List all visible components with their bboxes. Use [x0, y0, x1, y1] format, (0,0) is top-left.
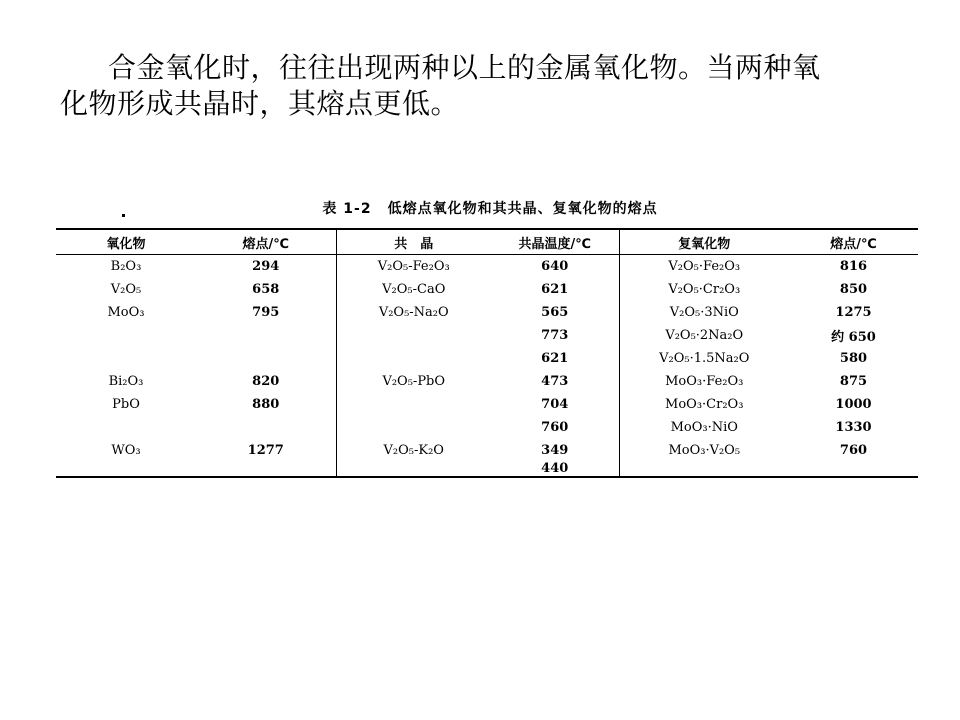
oxide-mp-cell: 294 [196, 255, 336, 279]
complex-mp-cell: 850 [839, 282, 868, 297]
eutectic-temp-cell: 621 [491, 278, 619, 301]
oxide-cell: MoO₃ [107, 305, 145, 320]
header-oxide-mp: 熔点/℃ [196, 230, 336, 255]
complex-mp-cell: 760 [839, 443, 868, 458]
oxide-cell: V₂O₅ [110, 282, 142, 297]
table-row [56, 370, 918, 393]
complex-oxide-cell: MoO₃·Cr₂O₃ [665, 397, 744, 412]
oxide-mp-cell [196, 347, 336, 370]
oxide-cell: WO₃ [111, 443, 141, 458]
oxide-cell [56, 462, 196, 476]
header-oxide: 氧化物 [56, 230, 196, 255]
complex-oxide-cell: MoO₃·NiO [670, 420, 738, 435]
eutectic-temp-cell: 565 [491, 301, 619, 324]
table-row [56, 278, 918, 301]
eutectic-temp-cell: 773 [491, 324, 619, 347]
complex-mp-cell: 约 650 [831, 330, 876, 345]
eutectic-cell [336, 393, 491, 416]
eutectic-cell: V₂O₅-Fe₂O₃ [377, 259, 450, 274]
eutectic-temp-cell: 440 [491, 462, 619, 476]
oxide-mp-cell [196, 416, 336, 439]
eutectic-temp-cell: 621 [491, 347, 619, 370]
oxide-cell [56, 347, 196, 370]
complex-oxide-cell: V₂O₅·2Na₂O [665, 328, 744, 343]
table-row [56, 255, 918, 279]
data-table [56, 230, 918, 476]
complex-oxide-cell: V₂O₅·1.5Na₂O [659, 351, 750, 366]
oxide-mp-cell [196, 324, 336, 347]
eutectic-temp-cell: 349 [491, 439, 619, 462]
eutectic-cell: V₂O₅-CaO [382, 282, 446, 297]
melting-point-table [56, 228, 918, 476]
complex-mp-cell: 816 [839, 259, 868, 274]
header-eutectic: 共 晶 [336, 230, 491, 255]
table-title: 低熔点氧化物和其共晶、复氧化物的熔点 [387, 201, 658, 217]
oxide-cell: PbO [112, 397, 140, 412]
oxide-mp-cell: 820 [196, 370, 336, 393]
eutectic-cell [336, 347, 491, 370]
complex-mp-cell [789, 462, 918, 476]
complex-mp-cell: 875 [839, 374, 868, 389]
complex-mp-cell: 580 [839, 351, 868, 366]
oxide-cell [56, 324, 196, 347]
oxide-cell: B₂O₃ [110, 259, 142, 274]
eutectic-cell [336, 324, 491, 347]
eutectic-cell: V₂O₅-K₂O [383, 443, 444, 458]
complex-mp-cell: 1000 [835, 397, 872, 412]
eutectic-temp-cell: 640 [491, 255, 619, 279]
table-number: 表 1-2 [322, 201, 372, 217]
eutectic-cell: V₂O₅-PbO [382, 374, 446, 389]
complex-oxide-cell: V₂O₅·Cr₂O₃ [668, 282, 741, 297]
stray-mark [122, 214, 125, 217]
complex-oxide-cell: MoO₃·Fe₂O₃ [665, 374, 744, 389]
complex-mp-cell: 1275 [835, 305, 872, 320]
oxide-mp-cell: 795 [196, 301, 336, 324]
eutectic-temp-cell: 704 [491, 393, 619, 416]
eutectic-temp-cell: 473 [491, 370, 619, 393]
paragraph-line-1: 合金氧化时，往往出现两种以上的金属氧化物。当两种氧 [108, 51, 821, 84]
header-complex-mp: 熔点/℃ [789, 230, 918, 255]
table-row [56, 393, 918, 416]
table-row [56, 439, 918, 462]
complex-oxide-cell [619, 462, 789, 476]
table-row [56, 301, 918, 324]
oxide-mp-cell: 658 [196, 278, 336, 301]
oxide-cell: Bi₂O₃ [108, 374, 144, 389]
header-row [56, 230, 918, 255]
header-eutectic-temp: 共晶温度/℃ [491, 230, 619, 255]
eutectic-cell [336, 416, 491, 439]
table-row [56, 347, 918, 370]
table-row [56, 416, 918, 439]
paragraph-line-2: 化物形成共晶时，其熔点更低。 [60, 87, 460, 120]
oxide-mp-cell [196, 462, 336, 476]
eutectic-cell [336, 462, 491, 476]
table-bottom-rule [56, 476, 918, 478]
complex-mp-cell: 1330 [835, 420, 872, 435]
table-row [56, 324, 918, 347]
eutectic-cell: V₂O₅-Na₂O [378, 305, 449, 320]
eutectic-temp-cell: 760 [491, 416, 619, 439]
complex-oxide-cell: MoO₃·V₂O₅ [668, 443, 741, 458]
table-caption [0, 198, 960, 218]
oxide-mp-cell: 1277 [196, 439, 336, 462]
intro-paragraph [60, 50, 920, 122]
complex-oxide-cell: V₂O₅·Fe₂O₃ [668, 259, 741, 274]
oxide-mp-cell: 880 [196, 393, 336, 416]
header-complex-oxide: 复氧化物 [619, 230, 789, 255]
table-row [56, 462, 918, 476]
complex-oxide-cell: V₂O₅·3NiO [669, 305, 739, 320]
oxide-cell [56, 416, 196, 439]
